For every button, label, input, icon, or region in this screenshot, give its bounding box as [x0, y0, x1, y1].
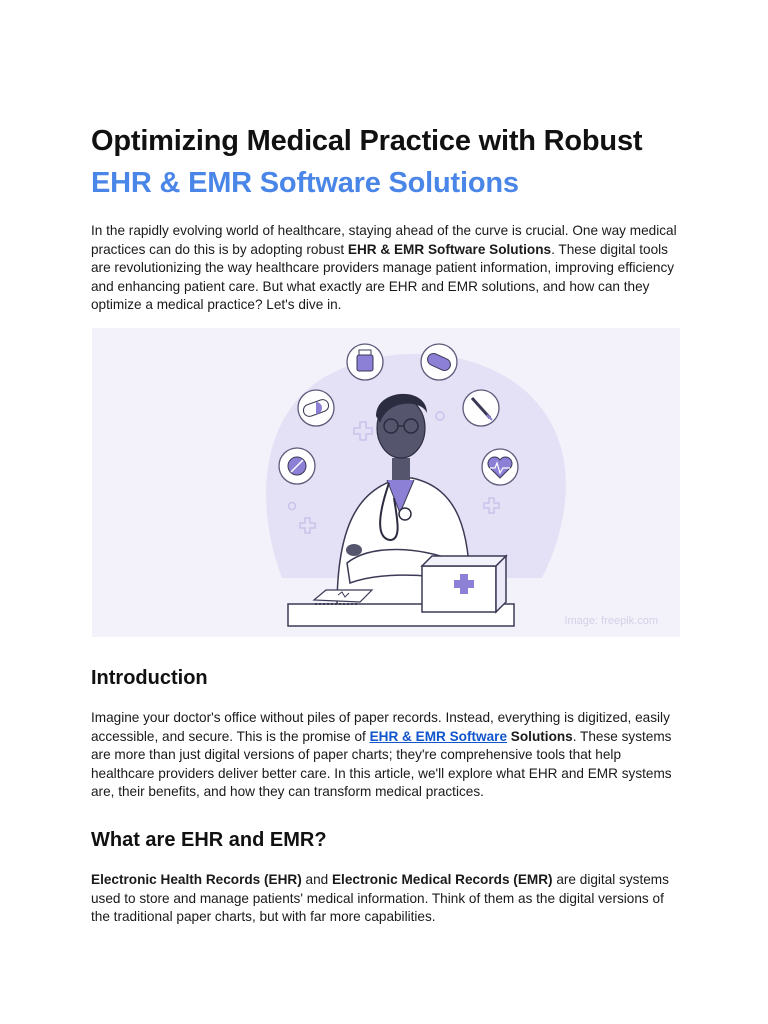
introduction-bold-solutions: Solutions [507, 728, 573, 744]
first-aid-box [422, 556, 506, 612]
intro-text-part2: . These digital tools are revolutionizing the way healthcare providers manage patient information, improving efficiency and enhancing patient care. But what exactly are EHR and EMR solutions, and how can they optimize a medical practice? Let's dive in. [91, 241, 675, 313]
article-header [91, 124, 681, 315]
doctor-illustration [92, 328, 680, 637]
capsule-icon [298, 390, 334, 426]
intro-text-part1: In the rapidly evolving world of healthcare, staying ahead of the curve is crucial. One way medical practices can do this is by adopting robust [91, 223, 677, 257]
ehr-term: Electronic Health Records (EHR) [91, 872, 302, 887]
introduction-text-part1: Imagine your doctor's office without piles of paper records. Instead, everything is digitized, easily accessible, and secure. This is the promise of [91, 710, 670, 744]
introduction-text-part2: . These systems are more than just digital versions of paper charts; they're comprehensive tools that help healthcare providers deliver better care. In this article, we'll explore what EHR and EMR systems are, their benefits, and how they can transform medical practices. [91, 728, 672, 800]
syringe-icon [463, 390, 499, 426]
article-title: Optimizing Medical Practice with Robust [91, 125, 643, 157]
pill-icon [279, 448, 315, 484]
ehr-emr-software-link[interactable]: EHR & EMR Software [369, 728, 508, 744]
medicine-bottle-icon [347, 344, 383, 380]
article-title-highlight: EHR & EMR Software Solutions [91, 167, 519, 199]
what-are-paragraph [91, 871, 681, 927]
section-heading-introduction: Introduction [91, 667, 208, 689]
image-credit: Image: freepik.com [564, 615, 658, 627]
intro-paragraph [91, 222, 681, 315]
heart-rate-icon [482, 449, 518, 485]
intro-bold-phrase: EHR & EMR Software Solutions [347, 241, 552, 257]
what-are-text: are digital systems used to store and manage patients' medical information. Think of them as the digital versions of the traditional paper charts, but with far more capabilities. [91, 872, 669, 925]
emr-term: Electronic Medical Records (EMR) [331, 872, 553, 887]
conjunction-text: and [301, 872, 332, 887]
introduction-paragraph [91, 709, 681, 802]
doctor-illustration-graphic [92, 328, 680, 637]
bandage-icon [421, 344, 457, 380]
section-heading-what-are-ehr-emr: What are EHR and EMR? [91, 829, 327, 851]
